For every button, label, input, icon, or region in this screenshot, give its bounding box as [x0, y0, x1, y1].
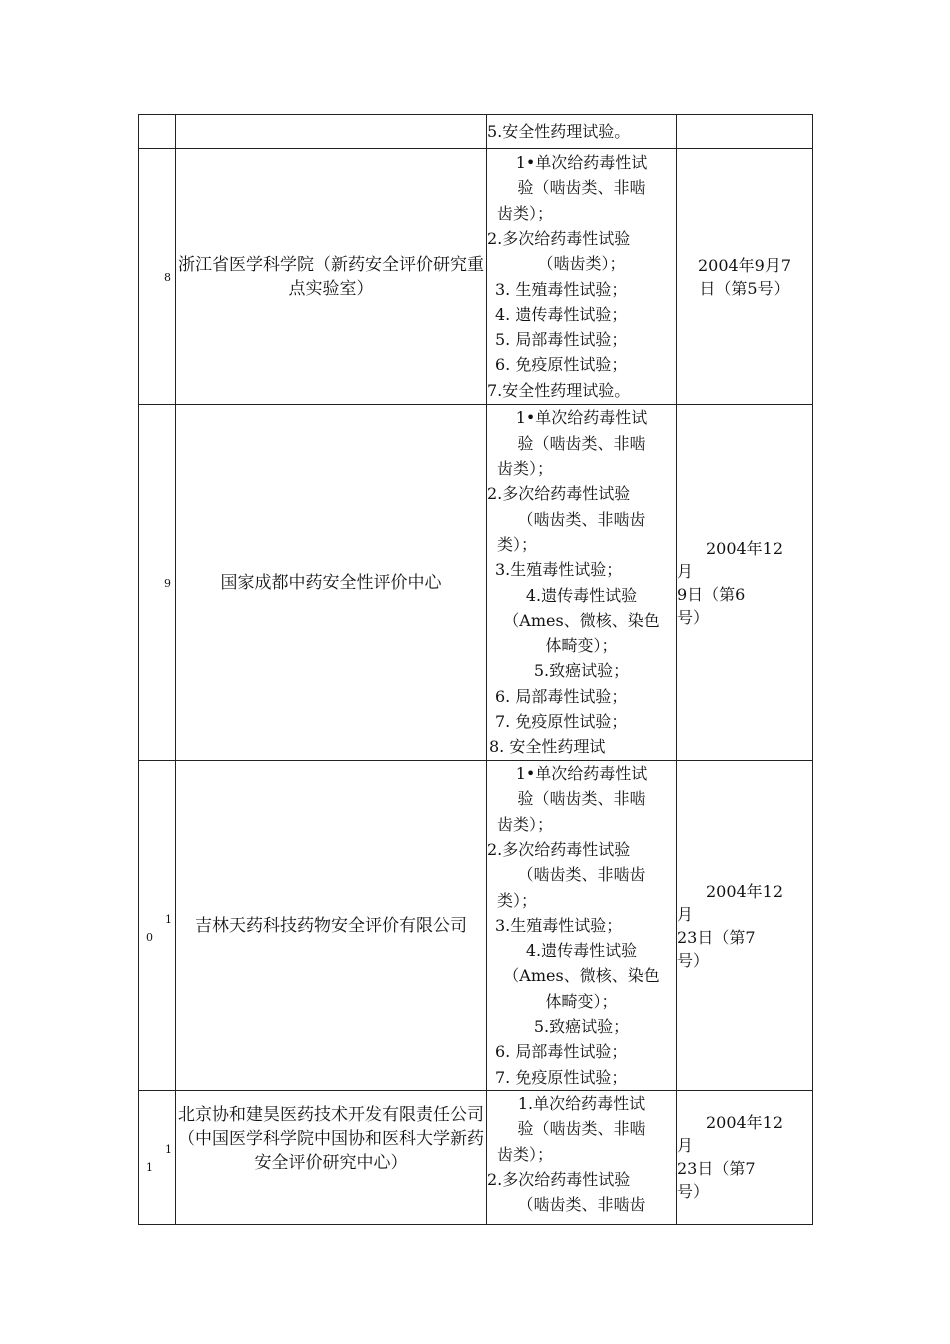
row-number-part: 1 [165, 913, 172, 926]
scope-item: 体畸变）； [545, 991, 618, 1011]
row-number: 9 [164, 577, 171, 590]
scope-item: 2.多次给药毒性试验 [487, 839, 631, 859]
scope-item: 3. 生殖毒性试验； [495, 279, 628, 299]
scope-item: 3.生殖毒性试验； [495, 560, 623, 580]
scope-item: 2.多次给药毒性试验 [487, 228, 631, 248]
scope-item: 5.致癌试验； [533, 1017, 630, 1037]
scope-item: 2.多次给药毒性试验 [487, 484, 631, 504]
approval-date-line: 2004年9月7 [697, 255, 792, 275]
row-number-cell [139, 149, 176, 405]
row-number-cell [139, 115, 176, 149]
scope-item: 齿类）； [497, 203, 554, 223]
scope-item: 验（啮齿类、非啮 [517, 1119, 646, 1139]
institution-name-cell [176, 149, 487, 405]
scope-item: 类）； [497, 890, 538, 910]
row-number-part: 1 [146, 1161, 153, 1174]
table-row [139, 761, 813, 1091]
scope-item: 4.遗传毒性试验 [525, 941, 638, 961]
approval-date-line: 9日（第6 [677, 584, 746, 604]
approval-date-cell [677, 149, 813, 405]
scope-item: 5.安全性药理试验。 [487, 121, 631, 141]
approval-date-line: 号） [677, 607, 710, 627]
test-scope-cell [487, 1091, 677, 1225]
institution-name: 吉林天药科技药物安全评价有限公司 [195, 915, 467, 936]
scope-item: 齿类）； [497, 1144, 554, 1164]
row-number-part: 1 [165, 1143, 172, 1156]
scope-item: 2.多次给药毒性试验 [487, 1169, 631, 1189]
approval-date-line: 月 [677, 904, 694, 924]
scope-item: 6. 免疫原性试验； [495, 355, 628, 375]
approval-date-line: 23日（第7 [677, 1159, 756, 1178]
approval-date-line: 月 [677, 561, 694, 581]
scope-item: 体畸变）； [545, 636, 618, 656]
institution-name-cell [176, 405, 487, 761]
approval-date-line: 2004年12 [705, 538, 784, 558]
approval-date-cell [677, 405, 813, 761]
approval-date-line: 2004年12 [705, 881, 784, 901]
row-number-cell [139, 761, 176, 1091]
table-row [139, 405, 813, 761]
scope-item: 验（啮齿类、非啮 [517, 178, 646, 198]
scope-item: 6. 局部毒性试验； [495, 1042, 628, 1062]
approval-date-line: 23日（第7 [677, 927, 756, 947]
scope-item: 5. 局部毒性试验； [495, 330, 628, 350]
scope-item: 3.生殖毒性试验； [495, 915, 623, 935]
scope-item: 4. 遗传毒性试验； [495, 304, 628, 324]
test-scope-cell [487, 405, 677, 761]
table-row [139, 115, 813, 149]
scope-item: 5.致癌试验； [533, 661, 630, 681]
scope-item: （啮齿类）； [537, 254, 626, 274]
institution-name-cell [176, 761, 487, 1091]
scope-item: （Ames、微核、染色 [503, 966, 660, 986]
institution-name: 浙江省医学科学院（新药安全评价研究重点实验室） [178, 254, 484, 299]
table-row [139, 149, 813, 405]
institution-name-cell [176, 1091, 487, 1225]
scope-item: 7.安全性药理试验。 [487, 380, 631, 400]
row-number-cell [139, 405, 176, 761]
scope-item: 1•单次给药毒性试 [515, 408, 648, 428]
test-scope-cell [487, 115, 677, 149]
approval-date-line: 月 [677, 1136, 694, 1155]
scope-item: 验（啮齿类、非啮 [517, 789, 646, 809]
test-scope-cell [487, 761, 677, 1091]
approval-date-line: 号） [677, 1182, 710, 1201]
scope-item: 6. 局部毒性试验； [495, 686, 628, 706]
scope-item: 4.遗传毒性试验 [525, 585, 638, 605]
scope-item: （Ames、微核、染色 [503, 610, 660, 630]
scope-item: 7. 免疫原性试验； [495, 711, 628, 731]
scope-item: （啮齿类、非啮齿 [517, 1195, 646, 1215]
test-scope-cell [487, 149, 677, 405]
scope-item: 1•单次给药毒性试 [515, 153, 648, 173]
approval-date-cell [677, 1091, 813, 1225]
institution-name-cell [176, 115, 487, 149]
scope-item: （啮齿类、非啮齿 [517, 509, 646, 529]
scope-item: 齿类）； [497, 814, 554, 834]
approval-date-line: 日（第5号） [699, 278, 790, 298]
approval-date-cell [677, 761, 813, 1091]
scope-item: 类）； [497, 534, 538, 554]
institution-name: 国家成都中药安全性评价中心 [220, 572, 442, 593]
row-number-part: 0 [146, 931, 153, 944]
approval-date-line: 2004年12 [705, 1113, 784, 1132]
approval-date-cell [677, 115, 813, 149]
row-number-cell [139, 1091, 176, 1225]
scope-item: 8. 安全性药理试 [489, 737, 606, 757]
approval-date-line: 号） [677, 950, 710, 970]
table-row [139, 1091, 813, 1225]
institution-name: 北京协和建昊医药技术开发有限责任公司（中国医学科学院中国协和医科大学新药安全评价研究中心） [178, 1105, 484, 1173]
row-number: 8 [164, 271, 171, 284]
scope-item: 齿类）； [497, 459, 554, 479]
scope-item: 1.单次给药毒性试 [517, 1094, 646, 1113]
institution-table [138, 114, 813, 1225]
scope-item: 验（啮齿类、非啮 [517, 433, 646, 453]
scope-item: 1•单次给药毒性试 [515, 764, 648, 784]
scope-item: （啮齿类、非啮齿 [517, 865, 646, 885]
scope-item: 7. 免疫原性试验； [495, 1067, 628, 1087]
